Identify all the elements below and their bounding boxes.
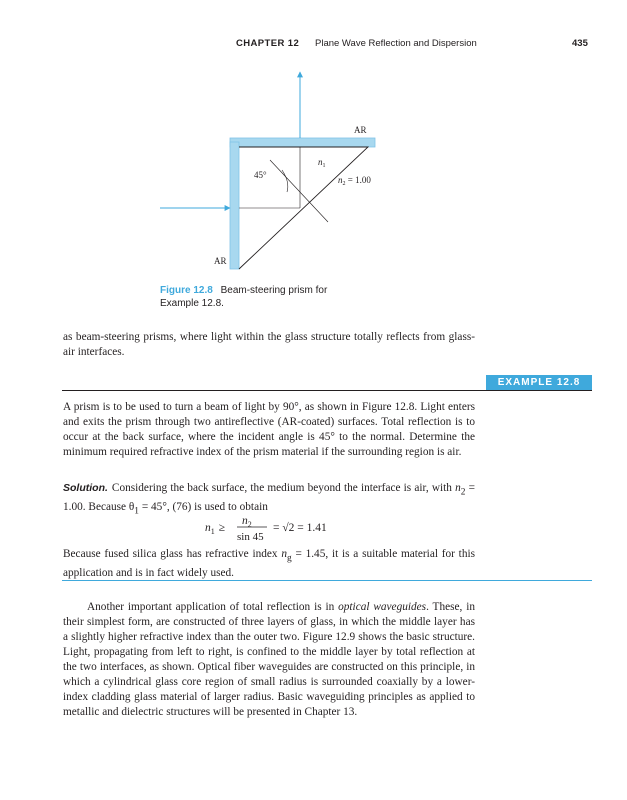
paragraph-emphasis: optical waveguides bbox=[338, 601, 427, 613]
eq-rhs: = √2 = 1.41 bbox=[273, 522, 327, 534]
label-n1: $n_1$ bbox=[318, 157, 326, 169]
figure-caption-label: Figure 12.8 bbox=[160, 285, 213, 296]
example-top-rule bbox=[62, 390, 592, 391]
example-problem: A prism is to be used to turn a beam of light by 90°, as shown in Figure 12.8. Light enters and exits the prism through two antireflective (AR-coated) surfaces. Total reflection is to occur at the back surface, where the incident angle is 45° to the normal. Determine the minimum required refractive index of the prism material if the surrounding region is air. bbox=[63, 401, 475, 458]
intro-paragraph: as beam-steering prisms, where light within the glass structure totally reflects from glass-air interfaces. bbox=[63, 331, 475, 358]
label-n2: $n_2 = 1.00$ bbox=[338, 175, 371, 187]
label-ar-top: AR bbox=[354, 125, 367, 135]
solution-text: Considering the back surface, the medium beyond the interface is air, with bbox=[111, 482, 452, 494]
label-ar-bottom: AR bbox=[214, 256, 227, 266]
eq-numerator-sub: 2 bbox=[247, 520, 252, 529]
refractive-index-equation bbox=[205, 513, 405, 543]
running-header-chapter: CHAPTER 12 bbox=[236, 38, 300, 49]
eq-lhs-sub: 1 bbox=[210, 527, 215, 536]
figure-caption-text: Beam-steering prism for Example 12.8. bbox=[160, 285, 328, 309]
paragraph-part-2: . These, in their simplest form, are constructed of three layers of glass, in which the middle layer has a slightly higher refractive index than the outer two. Figure 12.9 shows the basic structure. Light, propagating from left to right, is confined to the middle layer by total reflection at the two interfaces, as shown. Optical fiber waveguides are constructed on this principle, in which a cylindrical glass core region of small radius is surrounded coaxially by a lower-index cladding glass material of larger radius. Basic waveguiding principles as applied to metallic and dielectric structures will be presented in Chapter 13. bbox=[63, 601, 476, 718]
ar-coating-top bbox=[230, 138, 375, 147]
solution-label: Solution. bbox=[63, 482, 108, 494]
conclusion-text-2: = 1.45, it is a suitable material for this application and is in fact widely used. bbox=[63, 548, 475, 580]
solution-n2-sub: 2 bbox=[460, 487, 466, 498]
page-number: 435 bbox=[572, 38, 588, 49]
eq-ge: ≥ bbox=[218, 522, 226, 534]
eq-lhs: n bbox=[205, 522, 211, 534]
solution-text-end: = 45°, (76) is used to obtain bbox=[139, 501, 268, 514]
figure-caption bbox=[160, 284, 365, 310]
solution-n2: n bbox=[455, 482, 461, 494]
eq-denominator: sin 45 bbox=[237, 531, 264, 543]
label-angle: 45° bbox=[254, 170, 267, 180]
paragraph-part-1: Another important application of total reflection is in bbox=[87, 601, 339, 613]
example-conclusion bbox=[63, 547, 475, 581]
eq-numerator: n bbox=[242, 515, 248, 527]
waveguide-paragraph bbox=[63, 600, 475, 720]
ar-coating-left bbox=[230, 142, 239, 269]
angle-arc bbox=[282, 170, 288, 192]
running-header-title: Plane Wave Reflection and Dispersion bbox=[315, 38, 477, 49]
solution-theta: = 1.00. Because θ bbox=[63, 482, 475, 514]
prism-figure bbox=[150, 62, 410, 272]
conclusion-ng: n bbox=[281, 548, 287, 560]
svg-text:n1≥ bbox=[205, 522, 225, 536]
solution-theta-sub: 1 bbox=[134, 506, 139, 517]
example-badge: EXAMPLE 12.8 bbox=[486, 375, 592, 390]
conclusion-ng-sub: g bbox=[286, 553, 292, 564]
example-end-rule bbox=[62, 580, 592, 581]
conclusion-text-1: Because fused silica glass has refractive index bbox=[63, 548, 282, 560]
